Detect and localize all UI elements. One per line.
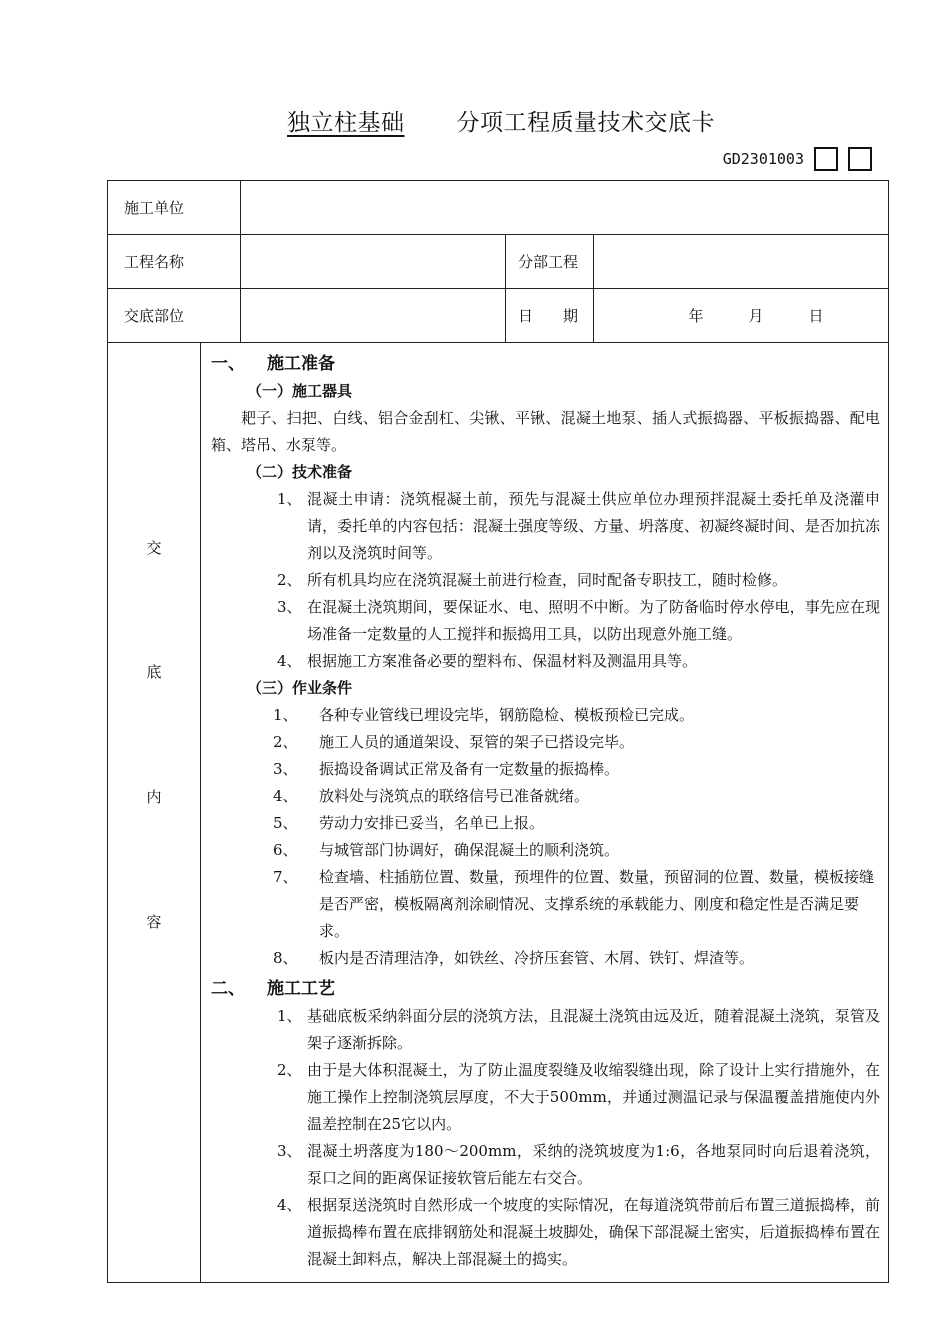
document-code bbox=[723, 146, 872, 172]
document-title bbox=[0, 104, 950, 137]
title-subject: 独立柱基础 bbox=[287, 110, 405, 136]
list-item: 2、 所有机具均应在浇筑混凝土前进行检查，同时配备专职技工，随时检修。 bbox=[277, 571, 788, 589]
date-label: 日 期 bbox=[506, 289, 594, 343]
code-text: GD2301003 bbox=[722, 150, 804, 168]
date-month: 月 bbox=[748, 307, 764, 325]
sub2-heading: （二）技术准备 bbox=[247, 463, 353, 481]
list-item: 6、 与城管部门协调好，确保混凝土的顺利浇筑。 bbox=[273, 841, 620, 859]
side-char-1: 交 bbox=[146, 539, 162, 557]
disclosure-content bbox=[201, 343, 889, 1283]
list-item: 1、 混凝土申请：浇筑棍凝土前，预先与混凝土供应单位办理预拌混凝土委托单及浇灌申请，委托单的内容包括：混凝土强度等级、方量、坍落度、初凝终凝时间、是否加抗冻剂以及浇筑时间等。 bbox=[277, 490, 881, 562]
side-char-2: 底 bbox=[146, 663, 162, 681]
sub1-text: 耙子、扫把、白线、铝合金刮杠、尖锹、平锹、混凝土地泵、插人式振捣器、平板振捣器、配电箱、塔吊、水泵等。 bbox=[211, 409, 881, 454]
row-content bbox=[108, 343, 889, 1283]
list-item: 8、 板内是否清理洁净，如铁丝、冷挤压套管、木屑、铁钉、焊渣等。 bbox=[273, 949, 755, 967]
row-project-name bbox=[108, 235, 889, 289]
checkbox-1[interactable] bbox=[814, 147, 838, 171]
section2-heading: 二、 施工工艺 bbox=[211, 979, 335, 999]
list-item: 4、 根据施工方案准备必要的塑料布、保温材料及测温用具等。 bbox=[277, 652, 698, 670]
list-item: 4、 根据泵送浇筑时自然形成一个坡度的实际情况，在每道浇筑带前后布置三道振捣棒，前道振捣棒布置在底排钢筋处和混凝土坡脚处，确保下部混凝土密实，后道振捣棒布置在混凝土卸料点，解决上部混凝土的捣实。 bbox=[277, 1196, 881, 1268]
row-construction-unit bbox=[108, 181, 889, 235]
unit-value[interactable] bbox=[241, 181, 889, 235]
row-location bbox=[108, 289, 889, 343]
unit-label: 施工单位 bbox=[108, 181, 241, 235]
location-value[interactable] bbox=[241, 289, 506, 343]
list-item: 3、 在混凝土浇筑期间，要保证水、电、照明不中断。为了防备临时停水停电，事先应在现场准备一定数量的人工搅拌和振捣用工具，以防出现意外施工缝。 bbox=[277, 598, 881, 643]
date-value[interactable] bbox=[594, 289, 889, 343]
sub1-heading: （一）施工器具 bbox=[247, 382, 353, 400]
list-item: 1、 各种专业管线已埋设完毕，钢筋隐检、模板预检已完成。 bbox=[273, 706, 695, 724]
list-item: 3、 混凝土坍落度为180～200mm，采纳的浇筑坡度为1:6，各地泵同时向后退着浇筑，泵口之间的距离保证接软管后能左右交合。 bbox=[277, 1142, 881, 1187]
division-label: 分部工程 bbox=[506, 235, 594, 289]
list-item: 3、 振捣设备调试正常及备有一定数量的振捣棒。 bbox=[273, 760, 620, 778]
date-year: 年 bbox=[688, 307, 704, 325]
checkbox-2[interactable] bbox=[848, 147, 872, 171]
list-item: 4、 放料处与浇筑点的联络信号已准备就绪。 bbox=[273, 787, 590, 805]
title-suffix: 分项工程质量技术交底卡 bbox=[456, 110, 715, 136]
date-day: 日 bbox=[808, 307, 824, 325]
location-label: 交底部位 bbox=[108, 289, 241, 343]
section1-heading: 一、 施工准备 bbox=[211, 354, 335, 374]
division-value[interactable] bbox=[594, 235, 889, 289]
list-item: 5、 劳动力安排已妥当，名单已上报。 bbox=[273, 814, 545, 832]
list-item: 7、 检查墙、柱插筋位置、数量，预埋件的位置、数量，预留洞的位置、数量，模板接缝是否严密，模板隔离剂涂刷情况、支撑系统的承载能力、刚度和稳定性是否满足要求。 bbox=[273, 868, 875, 940]
project-value[interactable] bbox=[241, 235, 506, 289]
disclosure-card-table bbox=[107, 180, 889, 1283]
project-label: 工程名称 bbox=[108, 235, 241, 289]
side-char-3: 内 bbox=[146, 788, 162, 806]
list-item: 2、 由于是大体积混凝土，为了防止温度裂缝及收缩裂缝出现，除了设计上实行措施外，在施工操作上控制浇筑层厚度，不大于500mm，并通过测温记录与保温覆盖措施使内外温差控制在25它以内。 bbox=[277, 1061, 881, 1133]
sub3-heading: （三）作业条件 bbox=[247, 679, 353, 697]
side-char-4: 容 bbox=[146, 913, 162, 931]
list-item: 1、 基础底板采纳斜面分层的浇筑方法，且混凝土浇筑由远及近，随着混凝土浇筑，泵管及架子逐渐拆除。 bbox=[277, 1007, 881, 1052]
side-label bbox=[108, 343, 201, 1283]
list-item: 2、 施工人员的通道架设、泵管的架子已搭设完毕。 bbox=[273, 733, 635, 751]
